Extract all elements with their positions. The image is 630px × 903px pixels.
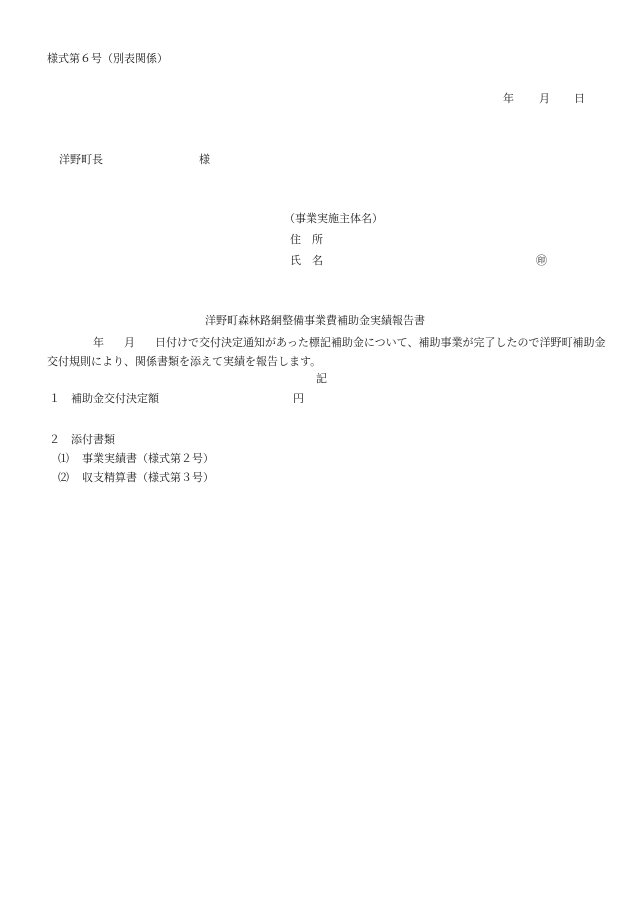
body-paragraph [47,333,606,371]
name-label [290,254,323,268]
address-label-char-1: 住 [290,233,301,246]
attachment-label: 事業実績書（様式第２号） [82,452,214,465]
list-item [49,433,115,447]
recipient-name: 洋野町長 [59,153,103,166]
body-year: 年 [93,336,104,349]
attachment-item [58,452,214,466]
form-number: 様式第６号（別表関係） [47,52,168,65]
body-text: 日付けで交付決定通知があった標記補助金について、補助事業が完了したので洋野町補助金交付規則により、関係書類を添えて実績を報告します。 [47,336,606,368]
body-month: 月 [124,336,135,349]
name-label-char-1: 氏 [290,254,301,267]
list-item [49,392,159,406]
item-number: １ [49,392,60,405]
attachment-item [58,471,214,485]
recipient-honorific: 様 [199,153,210,166]
item-number: ２ [49,433,60,446]
seal-mark: ㊞ [536,254,547,267]
attachment-number: ⑴ [58,452,69,465]
document-title: 洋野町森林路網整備事業費補助金実績報告書 [205,314,425,327]
address-label-char-2: 所 [312,233,323,246]
address-label [290,233,323,247]
ki-heading: 記 [316,372,327,385]
date-day-label: 日 [574,92,585,105]
applicant-heading: （事業実施主体名） [284,212,383,225]
date-year-label: 年 [503,92,514,105]
amount-unit: 円 [293,392,304,405]
attachment-label: 収支精算書（様式第３号） [82,471,214,484]
name-label-char-2: 名 [312,254,323,267]
item-label: 添付書類 [71,433,115,446]
item-label: 補助金交付決定額 [71,392,159,405]
date-month-label: 月 [539,92,550,105]
attachment-number: ⑵ [58,471,69,484]
